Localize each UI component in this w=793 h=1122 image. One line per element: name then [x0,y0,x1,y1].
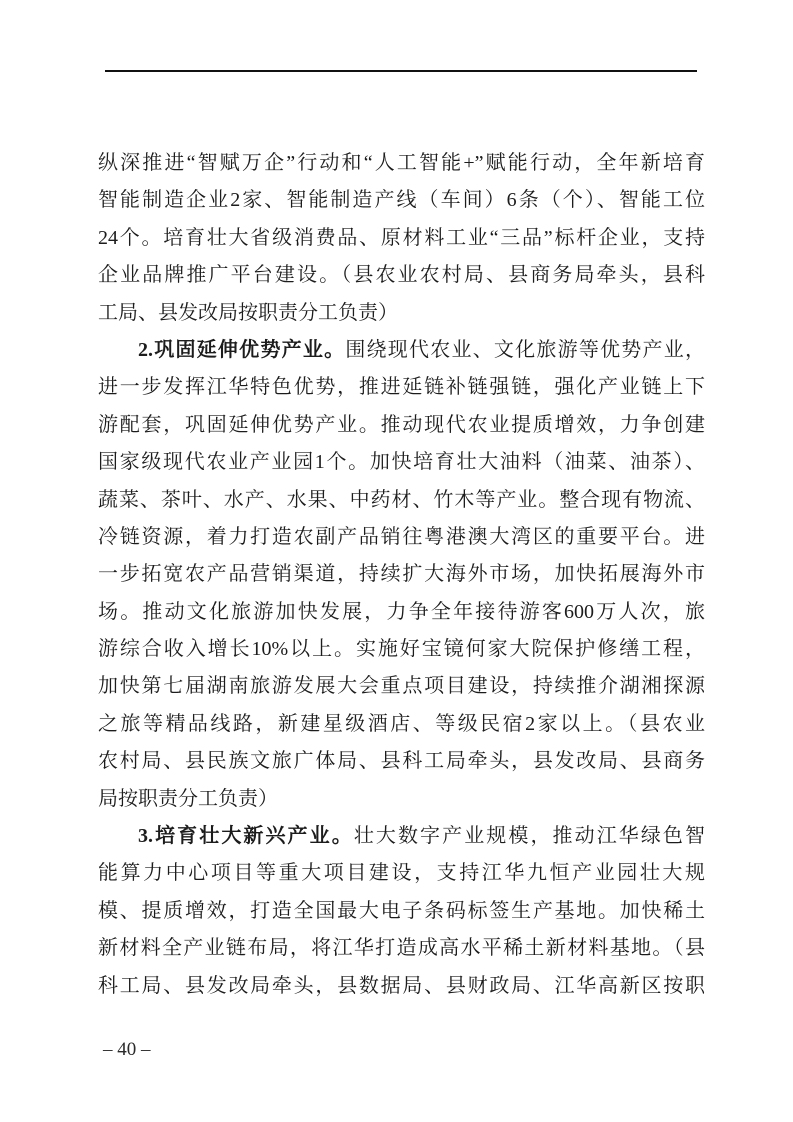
text-line: 新材料全产业链布局，将江华打造成高水平稀土新材料基地。（县 [98,937,705,960]
text-line: 工局、县发改局按职责分工负责） [98,301,398,324]
section-heading-2: 2.巩固延伸优势产业。 [138,338,346,361]
text-line: 进一步发挥江华特色优势，推进延链补链强链，强化产业链上下 [98,376,705,399]
text-line: 游配套，巩固延伸优势产业。推动现代农业提质增效，力争创建 [98,413,705,436]
text-line: 一步拓宽农产品营销渠道，持续扩大海外市场，加快拓展海外市 [98,563,705,586]
document-body [98,145,705,1005]
text-line: 纵深推进“智赋万企”行动和“人工智能+”赋能行动，全年新培育 [98,152,705,174]
text-line: 智能制造企业2家、智能制造产线（车间）6条（个）、智能工位 [98,189,705,212]
text-line: 企业品牌推广平台建设。（县农业农村局、县商务局牵头，县科 [98,264,705,287]
header-divider-rule [105,70,697,72]
text-line: 能算力中心项目等重大项目建设，支持江华九恒产业园壮大规 [98,862,705,885]
text-run: 围绕现代农业、文化旅游等优势产业， [345,338,706,361]
text-line: 冷链资源，着力打造农副产品销往粤港澳大湾区的重要平台。进 [98,525,705,548]
text-line [98,332,705,369]
text-line: 农村局、县民族文旅广体局、县科工局牵头，县发改局、县商务 [98,750,705,773]
text-line: 24个。培育壮大省级消费品、原材料工业“三品”标杆企业，支持 [98,226,705,249]
page-number: – 40 – [103,1039,151,1060]
text-line: 模、提质增效，打造全国最大电子条码标签生产基地。加快稀土 [98,899,705,922]
text-line: 局按职责分工负责） [98,787,278,810]
text-line: 加快第七届湖南旅游发展大会重点项目建设，持续推介湖湘探源 [98,675,705,698]
text-line: 游综合收入增长10%以上。实施好宝镜何家大院保护修缮工程， [98,638,705,661]
text-line: 场。推动文化旅游加快发展，力争全年接待游客600万人次，旅 [98,600,705,623]
text-line: 蔬菜、茶叶、水产、水果、中药材、竹木等产业。整合现有物流、 [98,488,705,511]
text-line: 之旅等精品线路，新建星级酒店、等级民宿2家以上。（县农业 [98,712,705,735]
text-line: 科工局、县发改局牵头，县数据局、县财政局、江华高新区按职 [98,974,705,997]
text-line: 国家级现代农业产业园1个。加快培育壮大油料（油菜、油茶）、 [98,451,705,474]
text-run: 壮大数字产业规模，推动江华绿色智 [353,825,706,848]
section-heading-3: 3.培育壮大新兴产业。 [138,825,354,848]
text-line [98,818,705,855]
